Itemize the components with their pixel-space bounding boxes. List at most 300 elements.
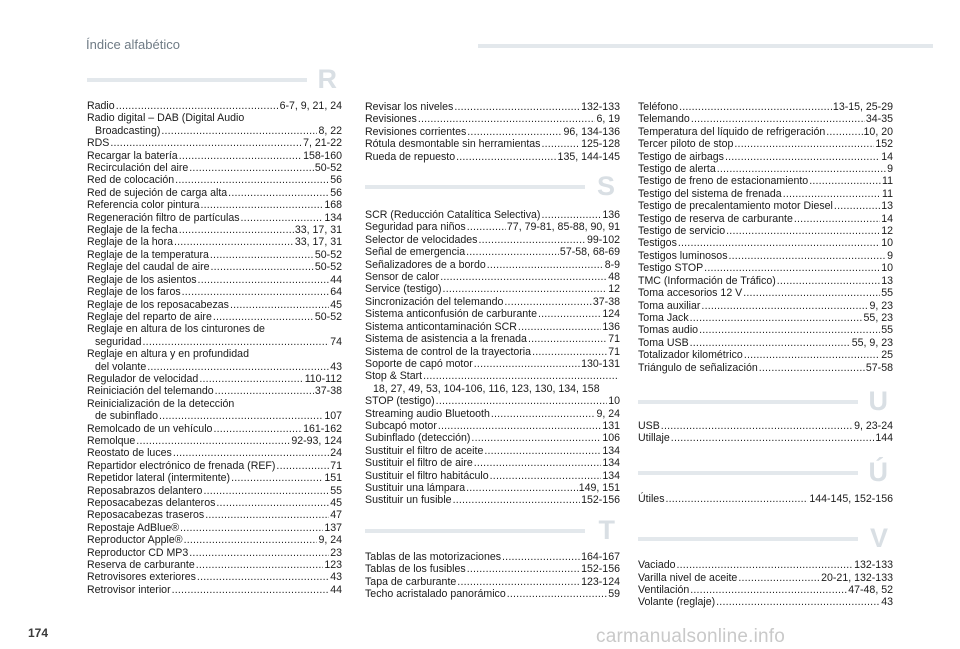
dot-leader (507, 588, 607, 600)
dot-leader (490, 470, 602, 482)
entry-term: Temperatura del líquido de refrigeración (638, 125, 826, 138)
dot-leader (230, 299, 329, 311)
entry-pages: 134 (602, 457, 620, 470)
entry-term-continued: de subinflado (95, 410, 159, 423)
entry-pages: 24 (330, 447, 342, 460)
dot-leader (175, 174, 329, 186)
index-entry (87, 447, 342, 459)
entry-pages: 64 (330, 286, 342, 299)
dot-leader (136, 435, 290, 447)
entry-pages: 11 (882, 187, 893, 200)
entry-term: Reposacabezas traseros (87, 509, 205, 522)
dot-leader (211, 261, 314, 273)
entry-pages: 152-156 (581, 563, 620, 576)
entry-pages: 20-21, 132-133 (821, 571, 893, 584)
entry-term: Reglaje del reparto de aire (87, 310, 212, 323)
index-entry (365, 209, 620, 221)
index-entry (365, 551, 620, 563)
entry-term: Revisiones (365, 113, 417, 126)
entry-term: Tercer piloto de stop (638, 138, 734, 151)
index-entry (87, 224, 342, 236)
page-number: 174 (28, 626, 49, 640)
entry-term: Reostato de luces (87, 447, 172, 460)
entry-pages: 47-48, 52 (848, 583, 893, 596)
entry-pages: 43 (330, 360, 342, 373)
index-entry (87, 460, 342, 472)
entry-term: Streaming audio Bluetooth (365, 407, 490, 420)
index-entry (87, 559, 342, 571)
index-entry (365, 588, 620, 600)
entry-pages: 34-35 (865, 113, 893, 126)
dot-leader (743, 287, 880, 299)
dot-leader (690, 584, 847, 596)
dot-leader (200, 199, 323, 211)
dot-leader (532, 346, 607, 358)
index-entry (638, 349, 893, 361)
index-entry (87, 236, 342, 248)
dot-leader (734, 138, 874, 150)
entry-term: Toma USB (638, 336, 689, 349)
entry-pages: 12 (881, 225, 893, 238)
index-entry (365, 113, 620, 125)
entry-term: Remolcado de un vehículo (87, 422, 213, 435)
entry-term: Regulador de velocidad (87, 372, 199, 385)
entry-term: Retrovisor interior (87, 583, 171, 596)
dot-leader (504, 296, 591, 308)
entry-term: Subcapó motor (365, 419, 437, 432)
section-separator-v (638, 523, 893, 554)
entry-pages: 99-102 (587, 233, 620, 246)
section-separator-t (365, 514, 620, 545)
entry-pages: 151 (324, 472, 342, 485)
separator-bar (365, 529, 585, 533)
dot-leader (443, 283, 608, 295)
dot-leader (182, 286, 330, 298)
entry-pages: 43 (330, 571, 342, 584)
dot-leader (528, 333, 607, 345)
entry-pages: 158-160 (303, 149, 342, 162)
entry-term-continued: Broadcasting) (95, 124, 161, 137)
entry-term: Stop & Start (365, 370, 423, 383)
entry-pages: 45 (330, 298, 342, 311)
dot-leader (276, 460, 329, 472)
entry-term: Testigo de alerta (638, 163, 716, 176)
entry-term: Reinicialización de la detección (87, 397, 235, 410)
entry-pages: 168 (324, 199, 342, 212)
dot-leader (143, 336, 330, 348)
index-entry (638, 362, 893, 374)
index-entry (638, 213, 893, 225)
entry-term: Referencia color pintura (87, 199, 200, 212)
dot-leader (159, 410, 323, 422)
index-entry (365, 482, 620, 494)
entry-term: Reglaje de los asientos (87, 273, 197, 286)
dot-leader (180, 522, 323, 534)
entry-pages: 149, 151 (578, 481, 620, 494)
entry-term: Service (testigo) (365, 283, 442, 296)
index-entry (87, 286, 342, 298)
entry-pages: 130-131 (581, 357, 620, 370)
dot-leader (661, 420, 853, 432)
entry-list (638, 420, 893, 445)
entry-term: Sistema anticonfusión de carburante (365, 308, 537, 321)
entry-term: Reproductor CD MP3 (87, 546, 189, 559)
entry-pages: 13 (881, 200, 893, 213)
index-entry (87, 199, 342, 211)
header-divider (478, 44, 933, 48)
index-entry (638, 175, 893, 187)
entry-pages: 55 (881, 287, 893, 300)
entry-pages: 33, 17, 31 (294, 224, 342, 237)
entry-term: Reglaje de la fecha (87, 224, 178, 237)
dot-leader (467, 221, 506, 233)
entry-term: TMC (Información de Tráfico) (638, 274, 776, 287)
index-entry (638, 559, 893, 571)
section-letter: S (596, 171, 615, 202)
index-entry (638, 113, 893, 125)
dot-leader (690, 337, 851, 349)
index-entry (638, 493, 893, 505)
dot-leader (777, 275, 880, 287)
dot-leader (456, 151, 556, 163)
entry-pages: 164-167 (581, 550, 620, 563)
entry-term: Teléfono (638, 101, 679, 113)
dot-leader (474, 457, 602, 469)
dot-leader (423, 370, 619, 382)
index-entry (638, 312, 893, 324)
dot-leader (189, 547, 329, 559)
index-entry (365, 408, 620, 420)
dot-leader (198, 274, 330, 286)
entry-term: Sustituir el filtro de aceite (365, 444, 484, 457)
index-entry (365, 283, 620, 295)
entry-term: Repartidor electrónico de frenada (REF) (87, 459, 276, 472)
entry-pages: 48 (608, 271, 620, 284)
entry-term: Techo acristalado panorámico (365, 588, 506, 600)
index-entry (638, 151, 893, 163)
entry-pages: 10 (881, 237, 893, 250)
index-entry (365, 259, 620, 271)
entry-pages: 134 (324, 211, 342, 224)
section-separator-s (365, 171, 620, 202)
entry-pages: 161-162 (303, 422, 342, 435)
index-entry (87, 472, 342, 484)
dot-leader (487, 259, 604, 271)
dot-leader (666, 493, 809, 505)
entry-pages: 131 (602, 419, 620, 432)
dot-leader (454, 101, 580, 113)
dot-leader (216, 497, 329, 509)
entry-list (638, 101, 893, 374)
entry-term: Ventilación (638, 583, 690, 596)
entry-term: Sustituir un fusible (365, 494, 452, 507)
entry-pages: 9, 24 (318, 534, 342, 547)
index-entry (87, 274, 342, 286)
entry-term: Reglaje de los reposacabezas (87, 298, 229, 311)
section-letter: U (868, 385, 888, 416)
section-separator-u (638, 385, 893, 416)
index-entry (365, 333, 620, 345)
entry-term: Varilla nivel de aceite (638, 571, 738, 584)
dot-leader (690, 312, 863, 324)
entry-term: Sustituir el filtro habitáculo (365, 469, 489, 482)
section-letter: R (317, 64, 337, 94)
entry-pages: 132-133 (854, 559, 893, 572)
entry-term: Sincronización del telemando (365, 295, 504, 308)
entry-term: Sistema de asistencia a la frenada (365, 333, 527, 346)
dot-leader (738, 572, 820, 584)
dot-leader (678, 237, 880, 249)
entry-pages: 12 (608, 283, 620, 296)
index-entry (87, 261, 342, 273)
index-entry (365, 563, 620, 575)
dot-leader (541, 138, 580, 150)
index-entry (365, 395, 620, 407)
dot-leader (172, 584, 330, 596)
entry-term: Testigo de precalentamiento motor Diesel (638, 200, 833, 213)
index-entry (87, 509, 342, 521)
dot-leader (241, 212, 324, 224)
entry-pages: 9, 23-24 (854, 419, 893, 432)
entry-pages: 59 (608, 588, 620, 600)
entry-pages: 124 (602, 308, 620, 321)
index-entry (638, 138, 893, 150)
entry-pages: 123-124 (581, 575, 620, 588)
dot-leader (484, 445, 601, 457)
index-entry (638, 420, 893, 432)
entry-term: Señal de emergencia (365, 246, 466, 259)
entry-pages: 134 (602, 469, 620, 482)
index-entry (638, 237, 893, 249)
index-entry (638, 287, 893, 299)
entry-pages: 50-52 (314, 162, 342, 175)
dot-leader (677, 559, 854, 571)
index-entry (87, 299, 342, 311)
entry-term: Utillaje (638, 432, 670, 445)
entry-term: Toma Jack (638, 311, 689, 324)
dot-leader (691, 113, 865, 125)
dot-leader (541, 209, 601, 221)
entry-term: Reglaje de la temperatura (87, 248, 209, 261)
dot-leader (834, 200, 880, 212)
section-letter: T (598, 514, 615, 545)
entry-term: Subinflado (detección) (365, 432, 471, 445)
entry-pages: 137 (324, 521, 342, 534)
index-entry (638, 337, 893, 349)
dot-leader (196, 559, 324, 571)
dot-leader (203, 485, 329, 497)
dot-leader (518, 321, 601, 333)
index-entry (87, 398, 342, 423)
entry-pages: 50-52 (314, 248, 342, 261)
entry-pages: 23 (330, 546, 342, 559)
index-entry (365, 126, 620, 138)
dot-leader (116, 100, 279, 112)
entry-pages: 134 (602, 444, 620, 457)
dot-leader (215, 385, 314, 397)
dot-leader (466, 482, 578, 494)
entry-pages: 44 (330, 583, 342, 596)
index-entry (87, 100, 342, 112)
entry-term: Radio (87, 100, 115, 112)
entry-pages: 152 (875, 138, 893, 151)
dot-leader (538, 308, 601, 320)
dot-leader (467, 563, 580, 575)
dot-leader (794, 213, 880, 225)
entry-term: SCR (Reducción Catalítica Selectiva) (365, 209, 541, 222)
entry-term: Testigo de servicio (638, 225, 726, 238)
entry-pages: 107 (324, 410, 342, 423)
dot-leader (173, 447, 329, 459)
entry-pages: 55 (330, 484, 342, 497)
dot-leader (725, 151, 880, 163)
index-entry (638, 126, 893, 138)
entry-term: Seguridad para niños (365, 221, 466, 234)
dot-leader (502, 551, 580, 563)
dot-leader (189, 162, 314, 174)
entry-term: Testigos (638, 237, 677, 250)
index-entry (87, 547, 342, 559)
index-entry (87, 187, 342, 199)
entry-term: Sistema anticontaminación SCR (365, 320, 517, 333)
index-entry (365, 370, 620, 395)
index-entry (365, 101, 620, 113)
dot-leader (197, 571, 329, 583)
dot-leader (717, 163, 886, 175)
dot-leader (783, 188, 881, 200)
index-entry (365, 308, 620, 320)
dot-leader (179, 150, 302, 162)
entry-pages: 135, 144-145 (557, 150, 620, 163)
entry-pages: 56 (330, 174, 342, 187)
entry-term: Señalizadores de a bordo (365, 258, 486, 271)
entry-pages: 71 (608, 333, 620, 346)
dot-leader (436, 395, 608, 407)
dot-leader (671, 432, 875, 444)
entry-term: Reiniciación del telemando (87, 385, 214, 398)
entry-pages: 57-58, 68-69 (559, 246, 620, 259)
dot-leader (491, 408, 596, 420)
entry-pages: 9 (887, 163, 893, 176)
index-entry (638, 275, 893, 287)
entry-term: Radio digital – DAB (Digital Audio (87, 112, 245, 125)
entry-list (638, 559, 893, 609)
watermark: carmanualsonline.info (596, 626, 786, 647)
dot-leader (478, 234, 586, 246)
section-letter: Ú (868, 456, 888, 487)
index-entry (87, 249, 342, 261)
entry-term: Soporte de capó motor (365, 357, 473, 370)
entry-list (365, 551, 620, 601)
index-entry (638, 572, 893, 584)
entry-pages: 136 (602, 209, 620, 222)
index-entry (87, 174, 342, 186)
separator-bar (365, 185, 585, 189)
dot-leader (418, 113, 596, 125)
index-entry (365, 296, 620, 308)
dot-leader (744, 349, 880, 361)
index-entry (87, 311, 342, 323)
entry-term: Toma accesorios 12 V (638, 287, 743, 300)
entry-term: STOP (testigo) (365, 395, 435, 408)
entry-term: Tomas audio (638, 324, 699, 337)
entry-pages: 50-52 (314, 310, 342, 323)
dot-leader (457, 576, 580, 588)
entry-pages: 106 (602, 432, 620, 445)
index-entry (365, 234, 620, 246)
entry-pages: 55, 23 (863, 311, 893, 324)
entry-term: Sistema de control de la trayectoria (365, 345, 532, 358)
dot-leader (759, 362, 865, 374)
entry-pages: 11 (882, 175, 893, 188)
entry-pages: 9, 24 (596, 407, 620, 420)
dot-leader (726, 225, 880, 237)
index-column-2 (365, 101, 620, 600)
index-column-3 (638, 101, 893, 609)
entry-pages: 123 (324, 559, 342, 572)
index-entry (87, 348, 342, 373)
index-entry (638, 188, 893, 200)
entry-pages: 55, 9, 23 (851, 336, 893, 349)
index-entry (365, 432, 620, 444)
entry-term: Recargar la batería (87, 149, 178, 162)
entry-term: Repetidor lateral (intermitente) (87, 472, 231, 485)
entry-term: Reglaje de los faros (87, 286, 181, 299)
index-entry (365, 358, 620, 370)
entry-pages: 47 (330, 509, 342, 522)
entry-term: Telemando (638, 113, 690, 126)
entry-term: Red de sujeción de carga alta (87, 186, 228, 199)
entry-term: Tapa de carburante (365, 575, 457, 588)
entry-list (87, 100, 342, 596)
entry-pages: 25 (881, 349, 893, 362)
dot-leader (729, 250, 887, 262)
entry-pages: 8-9 (604, 258, 620, 271)
index-entry (365, 576, 620, 588)
dot-leader (716, 596, 880, 608)
entry-term: Rótula desmontable sin herramientas (365, 138, 541, 151)
index-entry (87, 212, 342, 224)
index-entry (638, 596, 893, 608)
index-entry (87, 423, 342, 435)
dot-leader (826, 126, 862, 138)
dot-leader (205, 509, 329, 521)
entry-pages: 74 (330, 335, 342, 348)
entry-pages: 33, 17, 31 (294, 236, 342, 249)
entry-term-continued: del volante (95, 360, 147, 373)
entry-term: Testigo de freno de estacionamiento (638, 175, 809, 188)
entry-term: Sensor de calor (365, 271, 440, 284)
entry-pages: 10 (608, 395, 620, 408)
dot-leader (699, 324, 880, 336)
index-entry (365, 321, 620, 333)
index-entry (365, 346, 620, 358)
index-entry (365, 420, 620, 432)
dot-leader (174, 236, 294, 248)
index-entry (638, 200, 893, 212)
dot-leader (179, 224, 294, 236)
entry-term: Reglaje en altura de los cinturones de (87, 323, 265, 336)
dot-leader (228, 187, 329, 199)
index-entry (87, 112, 342, 137)
index-entry (638, 300, 893, 312)
entry-term: RDS (87, 137, 110, 150)
entry-term: Reglaje en altura y en profundidad (87, 348, 249, 361)
entry-pages: 71 (608, 345, 620, 358)
dot-leader (701, 300, 868, 312)
entry-pages: 18, 27, 49, 53, 104-106, 116, 123, 130, 134, 158 (373, 382, 600, 395)
entry-term: Testigo de reserva de carburante (638, 212, 793, 225)
